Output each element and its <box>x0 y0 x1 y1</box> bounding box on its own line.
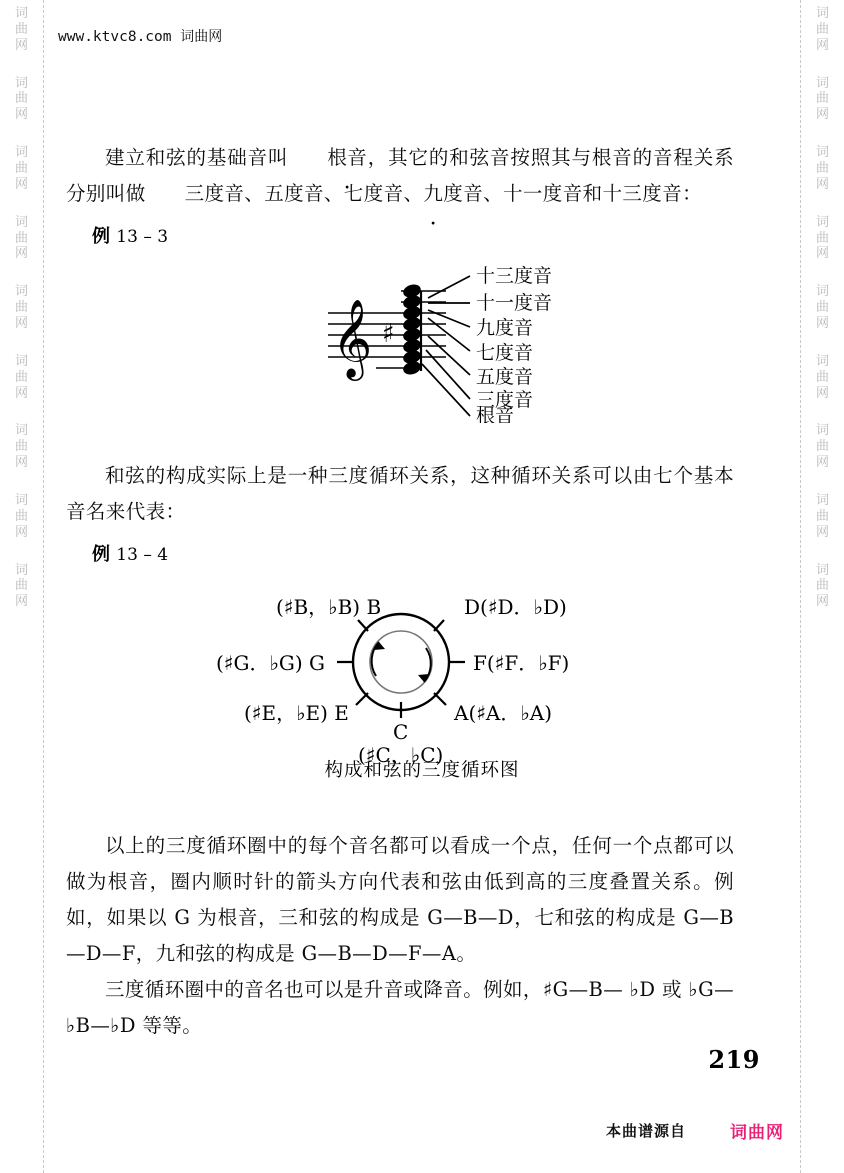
watermark-char: 词 <box>815 423 829 439</box>
p1-emphasis-1 <box>288 140 367 176</box>
watermark-char: 词 <box>815 214 829 230</box>
site-url: www.ktvc8.com <box>58 29 172 45</box>
p1-text-c: ： <box>682 182 703 205</box>
circle-label-c: C <box>393 720 409 744</box>
watermark-char: 曲 <box>14 230 28 246</box>
figure-caption: 构成和弦的三度循环图 <box>324 760 520 781</box>
watermark-char: 网 <box>14 316 28 332</box>
watermark-char: 曲 <box>14 508 28 524</box>
site-name: 词曲网 <box>180 29 223 45</box>
watermark-char: 网 <box>14 246 28 262</box>
watermark-group <box>816 215 829 263</box>
p1-text-a: 建立和弦的基础音叫 <box>105 146 289 169</box>
staff-label-5th: 五度音 <box>476 366 534 388</box>
circle-label-b: (♯B，♭B) B <box>276 595 382 619</box>
footer-source-text: 本曲谱源自 <box>605 1122 686 1140</box>
p4-text-a: 三度循环圈中的音名也可以是升音或降音。例如， <box>105 978 543 1001</box>
circle-label-e: (♯E，♭E) E <box>244 701 349 725</box>
watermark-char: 曲 <box>815 300 829 316</box>
watermark-char: 网 <box>815 455 829 471</box>
example-number: 13 – 4 <box>116 545 169 565</box>
example-label-word: 例 <box>92 226 110 247</box>
watermark-char: 曲 <box>14 439 28 455</box>
staff-label-13th: 十三度音 <box>476 265 553 287</box>
circle-tick-marks <box>337 620 465 718</box>
watermark-char: 曲 <box>14 91 28 107</box>
watermark-group <box>816 6 829 54</box>
p4-text-b: 或 <box>655 978 689 1001</box>
staff-svg <box>46 258 798 423</box>
paragraph-1 <box>66 140 734 212</box>
document-page <box>46 0 798 1173</box>
watermark-group <box>816 76 829 124</box>
outer-circle <box>353 614 449 710</box>
watermark-char: 曲 <box>815 161 829 177</box>
paragraph-3: 以上的三度循环圈中的每个音名都可以看成一个点，任何一个点都可以做为根音，圈内顺时针的箭头方向代表和弦由低到高的三度叠置关系。例如，如果以 G 为根音，三和弦的构成是 G—B—D，七和弦的构成是 G—B—D—F，九和弦的构成是 G—B—D—F—A。 <box>66 834 734 965</box>
p4-text-c: 等等。 <box>135 1014 203 1037</box>
watermark-char: 网 <box>14 385 28 401</box>
watermark-group <box>816 354 829 402</box>
arrow-heads-icon <box>374 642 429 682</box>
watermark-char: 词 <box>815 145 829 161</box>
staff-label-root: 根音 <box>476 405 515 423</box>
watermark-char: 词 <box>815 493 829 509</box>
paragraph-2: 和弦的构成实际上是一种三度循环关系，这种循环关系可以由七个基本音名来代表： <box>66 464 734 523</box>
watermark-group <box>816 563 829 611</box>
watermark-char: 曲 <box>815 508 829 524</box>
watermark-group <box>15 6 28 54</box>
footer-logo[interactable]: 词曲网 <box>730 1123 784 1143</box>
watermark-char: 词 <box>14 214 28 230</box>
watermark-char: 词 <box>815 353 829 369</box>
circle-label-g: (♯G．♭G) G <box>216 651 326 675</box>
watermark-char: 曲 <box>14 21 28 37</box>
treble-clef-icon: 𝄞 <box>332 299 373 378</box>
watermark-char: 曲 <box>14 369 28 385</box>
watermark-char: 网 <box>14 594 28 610</box>
staff-label-9th: 九度音 <box>476 317 534 339</box>
circle-label-f: F(♯F．♭F) <box>473 651 570 675</box>
chord-noteheads <box>402 282 423 376</box>
watermark-char: 网 <box>14 37 28 53</box>
watermark-group <box>816 493 829 541</box>
watermark-char: 网 <box>14 455 28 471</box>
circle-label-c-alt: (♯C，♭C) <box>358 743 444 767</box>
watermark-group <box>816 423 829 471</box>
watermark-char: 曲 <box>815 91 829 107</box>
watermark-char: 词 <box>14 493 28 509</box>
watermark-group <box>15 76 28 124</box>
watermark-char: 网 <box>815 594 829 610</box>
staff-label-7th: 七度音 <box>476 342 534 364</box>
staff-label-11th: 十一度音 <box>476 292 553 314</box>
p1-text-b: ，其它的和弦音按照其与根音的音程关系分别叫做 <box>66 146 735 205</box>
watermark-group <box>15 423 28 471</box>
watermark-char: 曲 <box>815 439 829 455</box>
sharp-accidental-icon: ♯ <box>382 319 395 349</box>
watermark-char: 网 <box>14 176 28 192</box>
watermark-char: 词 <box>815 6 829 21</box>
watermark-group <box>15 145 28 193</box>
p1-emph1-text: 根音 <box>327 146 368 169</box>
paragraph-block-2 <box>66 458 734 566</box>
watermark-char: 网 <box>14 524 28 540</box>
watermark-group <box>816 145 829 193</box>
watermark-char: 词 <box>14 6 28 21</box>
watermark-char: 网 <box>815 385 829 401</box>
watermark-char: 曲 <box>815 21 829 37</box>
example-label-word: 例 <box>92 544 110 565</box>
footer-brand <box>606 1118 784 1143</box>
watermark-group <box>15 284 28 332</box>
example-label-13-3 <box>92 222 734 248</box>
watermark-char: 网 <box>815 107 829 123</box>
watermark-char: 网 <box>815 524 829 540</box>
paragraph-block-1 <box>66 140 734 248</box>
watermark-char: 词 <box>14 75 28 91</box>
watermark-char: 曲 <box>14 300 28 316</box>
staff-notation-figure <box>46 258 798 423</box>
p1-emphasis-2 <box>146 176 683 212</box>
watermark-char: 网 <box>14 107 28 123</box>
watermark-char: 网 <box>815 176 829 192</box>
watermark-char: 词 <box>14 353 28 369</box>
watermark-group <box>816 284 829 332</box>
watermark-char: 词 <box>815 75 829 91</box>
circle-label-d: D(♯D．♭D) <box>464 595 567 619</box>
watermark-char: 网 <box>815 246 829 262</box>
watermark-char: 曲 <box>815 230 829 246</box>
watermark-char: 网 <box>815 316 829 332</box>
p4-example-2: ♭G—♭B—♭D <box>66 978 734 1037</box>
watermark-char: 词 <box>14 562 28 578</box>
paragraph-4 <box>66 972 734 1044</box>
example-label-13-4 <box>92 540 734 566</box>
watermark-group <box>15 354 28 402</box>
watermark-rail-left <box>0 0 44 1173</box>
example-number: 13 – 3 <box>116 227 169 247</box>
inner-circle <box>370 631 432 693</box>
watermark-char: 网 <box>815 37 829 53</box>
watermark-char: 曲 <box>815 369 829 385</box>
watermark-group <box>15 563 28 611</box>
circle-label-a: A(♯A．♭A) <box>454 701 553 725</box>
watermark-char: 词 <box>815 562 829 578</box>
p4-example-1: ♯G—B— ♭D <box>542 978 656 1001</box>
watermark-char: 词 <box>14 423 28 439</box>
paragraph-block-3 <box>66 828 734 1044</box>
watermark-char: 词 <box>14 145 28 161</box>
watermark-char: 词 <box>815 284 829 300</box>
watermark-group <box>15 215 28 263</box>
watermark-char: 曲 <box>14 578 28 594</box>
watermark-char: 曲 <box>14 161 28 177</box>
watermark-char: 曲 <box>815 578 829 594</box>
watermark-group <box>15 493 28 541</box>
staff-label-3rd: 三度音 <box>476 389 534 411</box>
watermark-char: 词 <box>14 284 28 300</box>
p1-emph2-text: 三度音、五度音、七度音、九度音、十一度音和十三度音 <box>184 182 683 205</box>
watermark-rail-right <box>800 0 844 1173</box>
site-header <box>58 26 222 46</box>
page-number: 219 <box>708 1045 760 1074</box>
